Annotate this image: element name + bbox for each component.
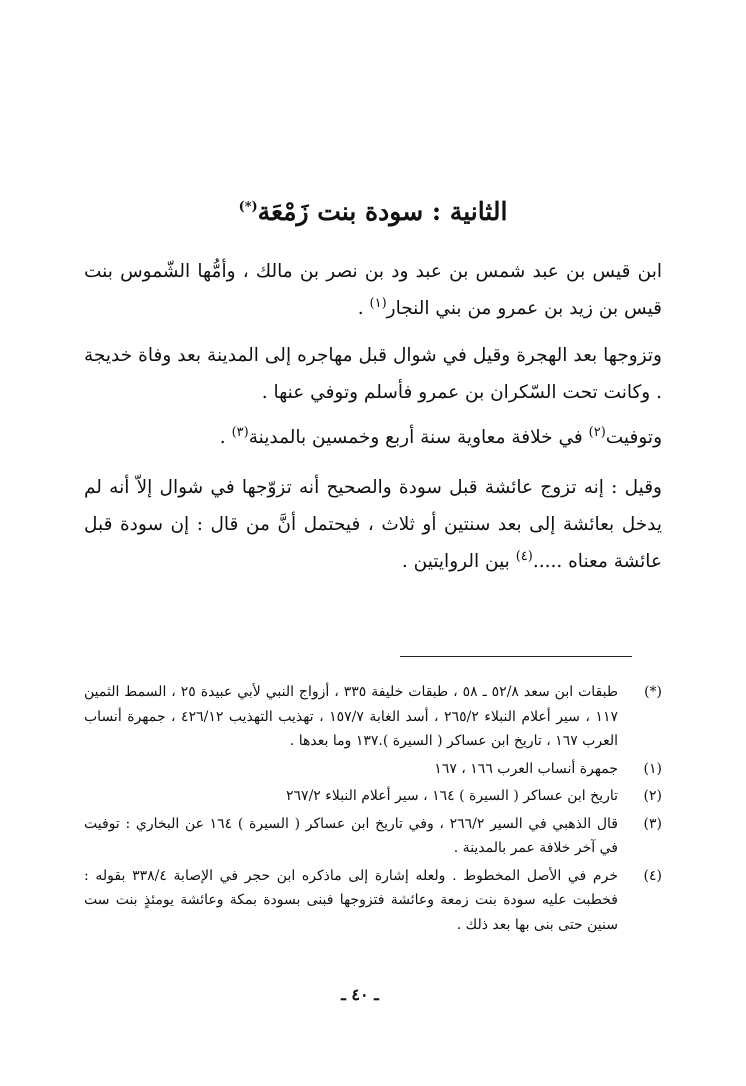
footnote-number: (١): [643, 760, 662, 777]
paragraph-death: [84, 419, 662, 456]
footnote-text: طبقات ابن سعد ٥٢/٨ ـ ٥٨ ، طبقات خليفة ٣٣٥ ، أزواج النبي لأبي عبيدة ٢٥ ، السمط الثمين ١١٧ ، سير أعلام النبلاء ٢٦٥/٢ ، أسد الغابة ١٥٧/٧ ، تهذيب التهذيب ٤٢٦/١٢ ، جمهرة أنساب العرب ١٦٧ ، تاريخ ابن عساكر ( السيرة ).١٣٧ وما بعدها .: [84, 684, 618, 749]
paragraph-text: وتزوجها بعد الهجرة وقيل في شوال قبل مهاجره إلى المدينة بعد وفاة خديجة . وكانت تحت السّكران بن عمرو فأسلم وتوفي عنها .: [84, 345, 662, 403]
title-footnote-marker: (*): [238, 199, 258, 215]
footnote-marker: (٣): [231, 424, 249, 440]
section-title-text: الثانية : سودة بنت زَمْعَة: [257, 197, 508, 226]
page-number: ـ ٤٠ ـ: [341, 985, 379, 1004]
paragraph-order: [84, 469, 662, 580]
footnote-marker: (٢): [588, 424, 606, 440]
paragraph-lineage: [84, 253, 662, 327]
footnote: [84, 757, 662, 782]
paragraph-tail: .: [357, 298, 370, 319]
footnote-text: قال الذهبي في السير ٢٦٦/٢ ، وفي تاريخ ابن عساكر ( السيرة ) ١٦٤ عن البخاري : توفيت في آخر خلافة عمر بالمدينة .: [84, 815, 618, 856]
footnotes: [84, 680, 662, 940]
section-title: [100, 192, 646, 232]
footnote-text: خرم في الأصل المخطوط . ولعله إشارة إلى ماذكره ابن حجر في الإصابة ٣٣٨/٤ بقوله : فخطبت عليه سودة بنت زمعة وعائشة فتزوجها فبنى بسودة بمكة وعائشة يومئذٍ بنت ست سنين حتى بنى بها بعد ذلك .: [84, 867, 618, 933]
footnote-text: جمهرة أنساب العرب ١٦٦ ، ١٦٧: [434, 760, 618, 777]
footnote-marker: (٤): [515, 548, 533, 564]
paragraph-text: وقيل : إنه تزوج عائشة قبل سودة والصحيح أنه تزوّجها في شوال إلاّ أنه لم يدخل بعائشة إلى بعد سنتين أو ثلاث ، فيحتمل أنَّ من قال : إن سودة قبل عائشة معناه .....: [84, 477, 662, 572]
paragraph-text: ابن قيس بن عبد شمس بن عبد ود بن نصر بن مالك ، وأمُّها الشّموس بنت قيس بن زيد بن عمرو من بني النجار: [84, 261, 662, 319]
paragraph-text: في خلافة معاوية سنة أربع وخمسين بالمدينة: [248, 427, 589, 448]
footnote-number: (٣): [643, 815, 662, 832]
footnote-number: (٤): [643, 867, 662, 884]
footnote: [84, 864, 662, 938]
footnote-number: (٢): [643, 788, 662, 804]
footnote: [84, 812, 662, 861]
footnote-number: (*): [644, 684, 662, 700]
footnote-marker: (١): [369, 295, 387, 311]
footnote: [84, 784, 662, 809]
paragraph-marriage: [84, 337, 662, 411]
footnote-divider: [400, 656, 632, 657]
footnote: [84, 680, 662, 754]
footnote-text: تاريخ ابن عساكر ( السيرة ) ١٦٤ ، سير أعلام النبلاء ٢٦٧/٢: [286, 788, 618, 804]
paragraph-tail: .: [219, 427, 232, 448]
paragraph-tail: بين الروايتين .: [401, 551, 516, 572]
paragraph-text: وتوفيت: [605, 427, 662, 448]
